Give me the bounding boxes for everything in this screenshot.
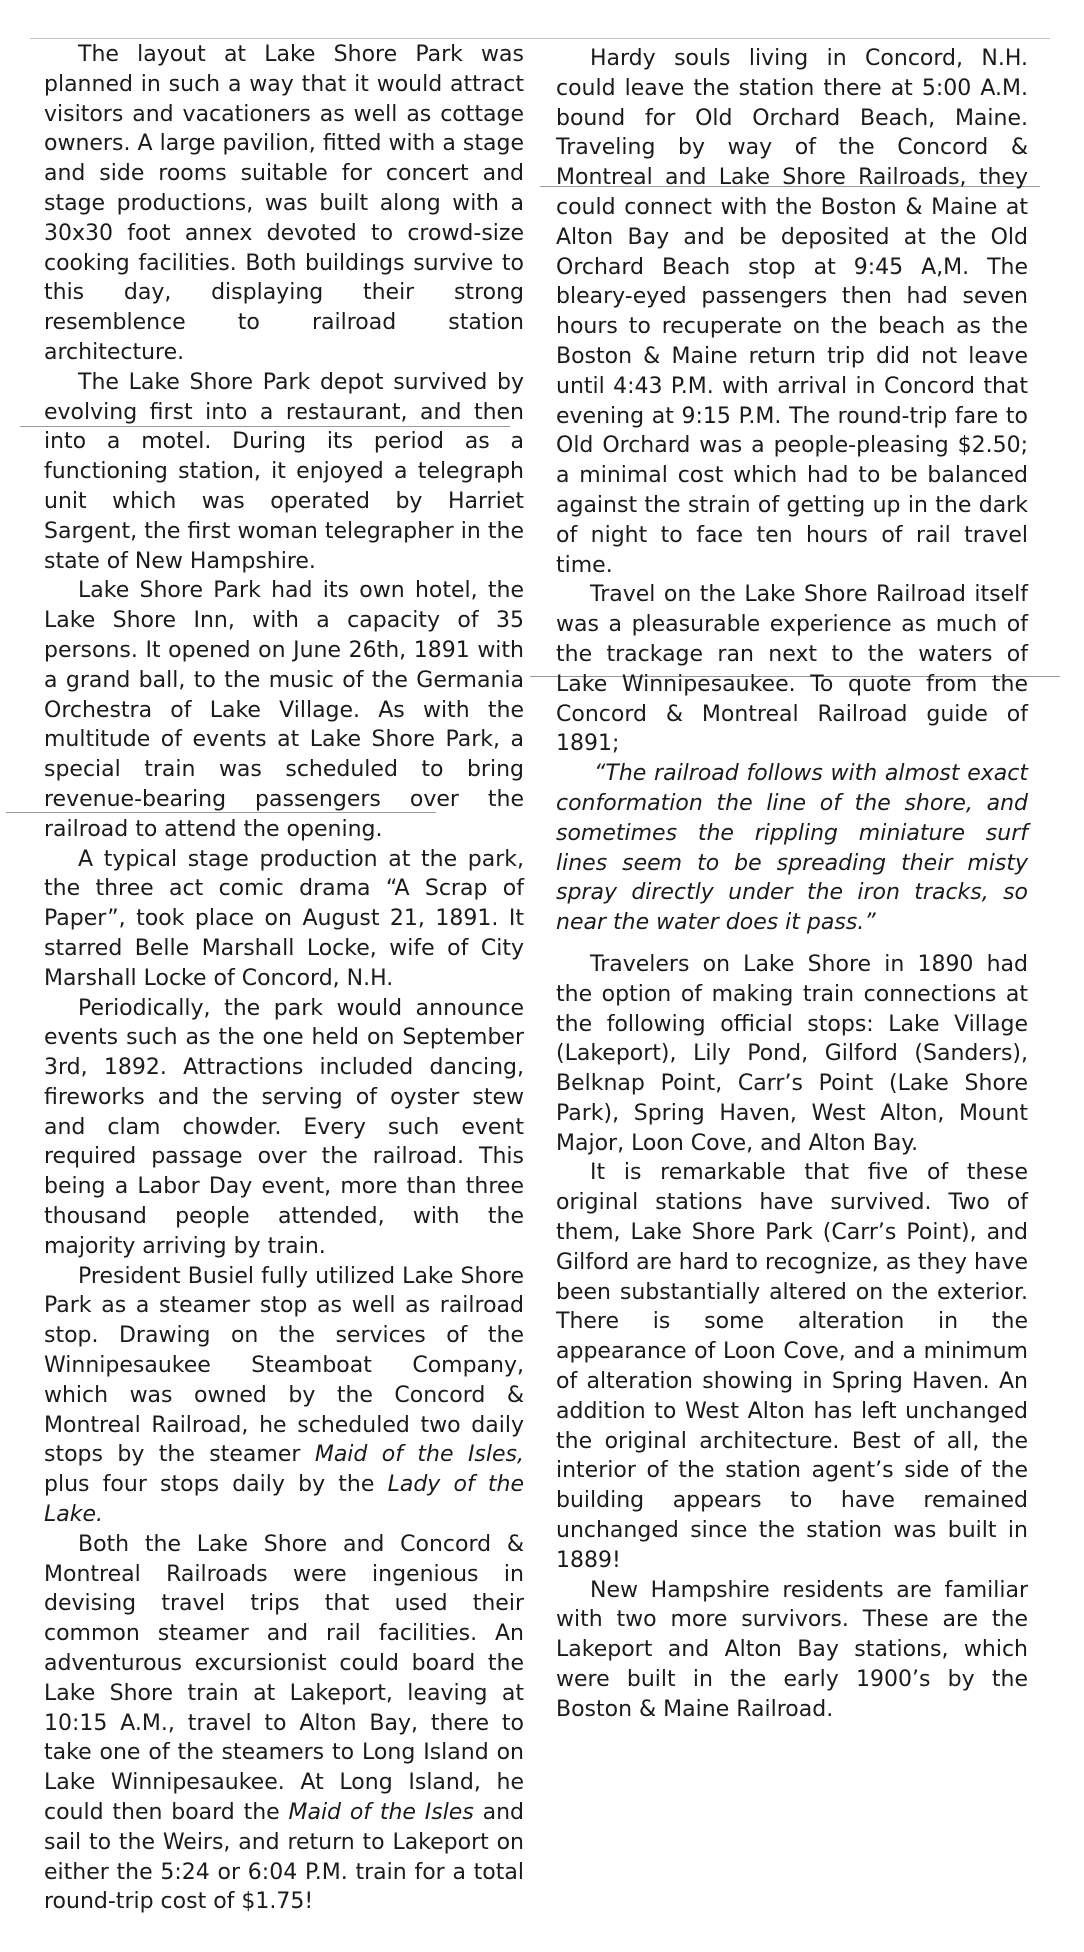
paragraph-two-more-survivors: New Hampshire residents are familiar with two more survivors. These are the Lakeport and Alton Bay stations, which were built in the early 1900’s by the Boston & Maine Railroad.: [556, 1577, 1028, 1722]
text-run: plus four stops daily by the: [44, 1472, 388, 1498]
ship-name: Maid of the Isles: [288, 1800, 474, 1826]
paragraph-labor-day-event: Periodically, the park would announce events such as the one held on September 3rd, 1892. Attractions included dancing, fireworks and the serving of oyster stew and clam chowder. Every such event required passage over the railroad. This being a Labor Day event, more than three thousand people attended, with the majority arriving by train.: [44, 995, 524, 1259]
paragraph-official-stops: Travelers on Lake Shore in 1890 had the option of making train connections at the following official stops: Lake Village (Lakeport), Lily Pond, Gilford (Sanders), Belknap Point, Carr’s Point (Lake Shore Park), Spring Haven, West Alton, Mount Major, Loon Cove, and Alton Bay.: [556, 951, 1028, 1156]
paragraph-park-layout: The layout at Lake Shore Park was planned in such a way that it would attract visitors and vacationers as well as cottage owners. A large pavilion, fitted with a stage and side rooms suitable for concert and stage productions, was built along with a 30x30 foot annex devoted to crowd-size cooking facilities. Both buildings survive to this day, displaying their strong resemblence to railroad station architecture.: [44, 42, 524, 365]
ship-name: Maid of the Isles,: [314, 1442, 524, 1468]
text-run: and sail to the Weirs, and return to Lakeport on either the 5:24 or 6:04 P.M. train for a total round-trip cost of $1.75!: [44, 1800, 525, 1915]
text-run: President Busiel fully utilized Lake Shore Park as a steamer stop as well as railroad stop. Drawing on the services of the Winnipesaukee Steamboat Company, which was owned by the Concord & Montreal Railroad, he scheduled two daily stops by the steamer: [44, 1263, 524, 1468]
paste-up-rule: [30, 38, 1050, 39]
ship-name: Lady of the Lake.: [44, 1472, 524, 1528]
paragraph-old-orchard-trip: Hardy souls living in Concord, N.H. could leave the station there at 5:00 A.M. bound for Old Orchard Beach, Maine. Traveling by way of the Concord & Montreal and Lake Shore Railroads, they could connect with the Boston & Maine at Alton Bay and be deposited at the Old Orchard Beach stop at 9:45 A,M. The bleary-eyed passengers then had seven hours to recuperate on the beach as the Boston & Maine return trip did not leave until 4:43 P.M. with arrival in Concord that evening at 9:15 P.M. The round-trip fare to Old Orchard was a people-pleasing $2.50; a minimal cost which had to be balanced against the strain of getting up in the dark of night to face ten hours of rail travel time.: [556, 46, 1028, 578]
paragraph-depot: The Lake Shore Park depot survived by evolving first into a restaurant, and then into a motel. During its period as a functioning station, it enjoyed a telegraph unit which was operated by Harriet Sargent, the first woman telegrapher in the state of New Hampshire.: [44, 369, 524, 574]
paragraph-surviving-stations: It is remarkable that five of these original stations have survived. Two of them, Lake Shore Park (Carr’s Point), and Gilford are hard to recognize, as they have been substantially altered on the exterior. There is some alteration in the appearance of Loon Cove, and a minimum of alteration showing in Spring Haven. An addition to West Alton has left unchanged the original architecture. Best of all, the interior of the station agent’s side of the building appears to have remained unchanged since the station was built in 1889!: [556, 1160, 1028, 1573]
paragraph-stage-production: A typical stage production at the park, the three act comic drama “A Scrap of Paper”, took place on August 21, 1891. It starred Belle Marshall Locke, wife of City Marshall Locke of Concord, N.H.: [44, 846, 524, 991]
right-column: [556, 44, 1028, 1725]
paragraph-lake-shore-inn: Lake Shore Park had its own hotel, the Lake Shore Inn, with a capacity of 35 persons. It opened on June 26th, 1891 with a grand ball, to the music of the Germania Orchestra of Lake Village. As with the multitude of events at Lake Shore Park, a special train was scheduled to bring revenue-bearing passengers over the railroad to attend the opening.: [44, 578, 524, 842]
paragraph-excursion: [44, 1530, 524, 1917]
guide-quote: “The railroad follows with almost exact conformation the line of the shore, and sometimes the rippling miniature surf lines seem to be spreading their misty spray directly under the iron tracks, so near the water does it pass.”: [556, 761, 1028, 936]
text-run: Both the Lake Shore and Concord & Montreal Railroads were ingenious in devising travel trips that used their common steamer and rail facilities. An adventurous excursionist could board the Lake Shore train at Lakeport, leaving at 10:15 A.M., travel to Alton Bay, there to take one of the steamers to Long Island on Lake Winnipesaukee. At Long Island, he could then board the: [44, 1531, 524, 1826]
paragraph-steamer-stop: [44, 1262, 524, 1530]
paragraph-travel-experience: Travel on the Lake Shore Railroad itself was a pleasurable experience as much of the trackage ran next to the waters of Lake Winnipesaukee. To quote from the Concord & Montreal Railroad guide of 1891;: [556, 582, 1028, 757]
left-column: [44, 40, 524, 1917]
